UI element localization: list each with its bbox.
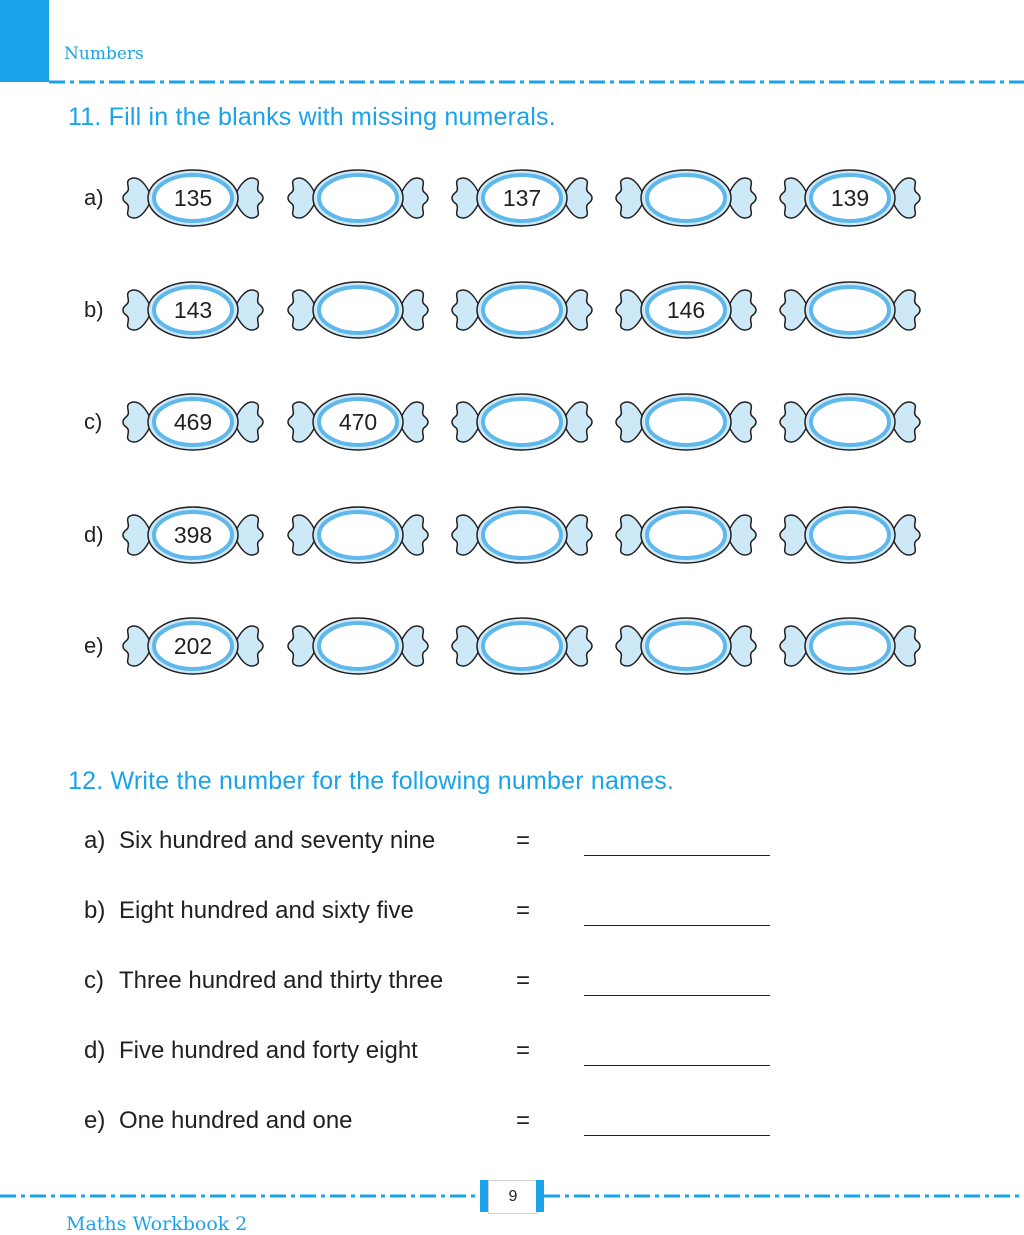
candy-row-label: d): [84, 522, 104, 547]
candy-blank[interactable]: [451, 613, 593, 679]
number-name-text: Six hundred and seventy nine: [119, 827, 436, 854]
candy-blank[interactable]: [615, 613, 757, 679]
candy-value: 135: [173, 184, 213, 211]
item-letter: a): [84, 827, 106, 854]
answer-blank[interactable]: [584, 995, 770, 996]
candy-value: 139: [830, 184, 870, 211]
candy-value: 469: [173, 408, 213, 435]
number-name-text: Eight hundred and sixty five: [119, 897, 414, 924]
number-name-item: [84, 897, 784, 929]
page-number-tab-right: [536, 1180, 544, 1212]
candy-blank[interactable]: [287, 502, 429, 568]
candy-value: [287, 502, 429, 568]
candy-value: [779, 277, 921, 343]
answer-blank[interactable]: [584, 1135, 770, 1136]
candy-value: [779, 502, 921, 568]
header-dash-line: [49, 79, 1024, 85]
header-corner-bar: [0, 0, 49, 82]
candy-given: [779, 165, 921, 231]
number-name-text: Three hundred and thirty three: [119, 967, 444, 994]
candy-given: [122, 613, 264, 679]
candy-given: [122, 389, 264, 455]
answer-blank[interactable]: [584, 855, 770, 856]
candy-blank[interactable]: [287, 165, 429, 231]
number-name-item: [84, 967, 784, 999]
candy-value: [287, 277, 429, 343]
candy-blank[interactable]: [287, 277, 429, 343]
candy-blank[interactable]: [779, 389, 921, 455]
candy-value: [615, 389, 757, 455]
candy-given: [122, 502, 264, 568]
candy-value: [779, 613, 921, 679]
candy-value: [451, 502, 593, 568]
candy-given: [122, 165, 264, 231]
candy-blank[interactable]: [451, 502, 593, 568]
book-title: Maths Workbook 2: [66, 1213, 248, 1235]
candy-value: [287, 165, 429, 231]
number-name-item: [84, 1037, 784, 1069]
candy-value: [615, 502, 757, 568]
question-12-title: 12. Write the number for the following number names.: [68, 767, 675, 795]
number-name-text: Five hundred and forty eight: [119, 1037, 418, 1064]
candy-value: 202: [173, 632, 213, 659]
number-name-item: [84, 1107, 784, 1139]
candy-blank[interactable]: [451, 389, 593, 455]
equals-sign: =: [516, 827, 531, 854]
candy-blank[interactable]: [779, 277, 921, 343]
footer-dash-line-left: [0, 1193, 482, 1199]
equals-sign: =: [516, 1037, 531, 1064]
candy-blank[interactable]: [615, 502, 757, 568]
candy-given: [287, 389, 429, 455]
item-letter: b): [84, 897, 106, 924]
candy-blank[interactable]: [779, 613, 921, 679]
page-number: 9: [488, 1180, 538, 1214]
answer-blank[interactable]: [584, 925, 770, 926]
candy-value: 470: [338, 408, 378, 435]
candy-row-label: b): [84, 297, 104, 322]
page-number-tab-left: [480, 1180, 488, 1212]
candy-value: 398: [173, 521, 213, 548]
number-name-text: One hundred and one: [119, 1107, 353, 1134]
candy-blank[interactable]: [287, 613, 429, 679]
candy-blank[interactable]: [451, 277, 593, 343]
candy-value: [451, 389, 593, 455]
equals-sign: =: [516, 967, 531, 994]
chapter-title: Numbers: [64, 44, 144, 64]
candy-value: [287, 613, 429, 679]
footer-dash-line-right: [544, 1193, 1024, 1199]
candy-value: [451, 613, 593, 679]
candy-value: 143: [173, 296, 213, 323]
question-11-title: 11. Fill in the blanks with missing numerals.: [68, 103, 556, 131]
candy-blank[interactable]: [779, 502, 921, 568]
candy-value: 137: [502, 184, 542, 211]
candy-value: [779, 389, 921, 455]
candy-value: [451, 277, 593, 343]
answer-blank[interactable]: [584, 1065, 770, 1066]
candy-value: [615, 165, 757, 231]
candy-row-label: c): [84, 409, 103, 434]
item-letter: d): [84, 1037, 106, 1064]
candy-blank[interactable]: [615, 389, 757, 455]
number-name-item: [84, 827, 784, 859]
equals-sign: =: [516, 897, 531, 924]
candy-value: 146: [666, 296, 706, 323]
candy-row-label: a): [84, 185, 104, 210]
equals-sign: =: [516, 1107, 531, 1134]
item-letter: e): [84, 1107, 106, 1134]
item-letter: c): [84, 967, 104, 994]
candy-given: [451, 165, 593, 231]
candy-blank[interactable]: [615, 165, 757, 231]
candy-row-label: e): [84, 633, 104, 658]
candy-given: [122, 277, 264, 343]
candy-value: [615, 613, 757, 679]
candy-given: [615, 277, 757, 343]
